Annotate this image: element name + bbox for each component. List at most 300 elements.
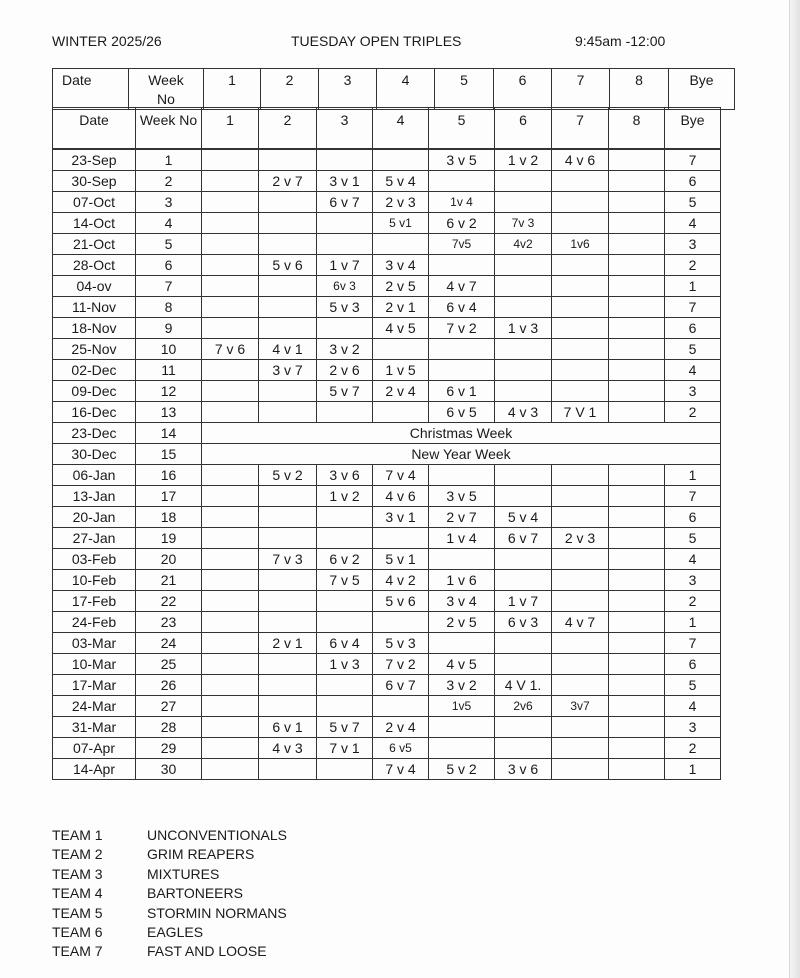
bye-cell: 4 [665, 549, 721, 570]
match-cell-4: 3 v 4 [373, 255, 429, 276]
match-cell-4: 5 v 6 [373, 591, 429, 612]
col-5-header: 5 [429, 108, 495, 149]
match-cell-7 [552, 318, 609, 339]
match-cell-3 [317, 591, 373, 612]
match-cell-3: 3 v 6 [317, 465, 373, 486]
match-cell-3: 6v 3 [317, 276, 373, 297]
match-cell-8 [609, 633, 665, 654]
match-cell-6: 4v2 [495, 234, 552, 255]
bye-cell: 5 [665, 192, 721, 213]
match-cell-5: 7v5 [429, 234, 495, 255]
match-cell-3 [317, 696, 373, 717]
match-cell-3 [317, 150, 373, 171]
match-cell-1 [202, 696, 259, 717]
bye-cell: 2 [665, 255, 721, 276]
match-cell-3: 6 v 7 [317, 192, 373, 213]
match-cell-2: 5 v 2 [259, 465, 317, 486]
match-cell-4: 5 v 1 [373, 549, 429, 570]
bye-cell: 6 [665, 654, 721, 675]
match-cell-8 [609, 360, 665, 381]
match-cell-5: 6 v 4 [429, 297, 495, 318]
match-cell-6 [495, 339, 552, 360]
week-cell: 7 [136, 276, 202, 297]
date-cell: 03-Mar [53, 633, 136, 654]
schedule-row [53, 486, 721, 507]
bye-cell: 5 [665, 528, 721, 549]
match-cell-4: 2 v 4 [373, 381, 429, 402]
match-cell-3: 5 v 7 [317, 717, 373, 738]
date-cell: 10-Feb [53, 570, 136, 591]
team-row [52, 865, 287, 884]
season-title: WINTER 2025/26 [52, 33, 162, 49]
team-label: TEAM 5 [52, 904, 103, 921]
week-cell: 14 [136, 423, 202, 444]
match-cell-2 [259, 486, 317, 507]
match-cell-1: 7 v 6 [202, 339, 259, 360]
team-label: TEAM 2 [52, 846, 103, 863]
match-cell-5: 2 v 7 [429, 507, 495, 528]
col-1-header: 1 [202, 108, 259, 149]
match-cell-5: 1 v 4 [429, 528, 495, 549]
match-cell-8 [609, 528, 665, 549]
bye-cell: 4 [665, 213, 721, 234]
bye-cell: 3 [665, 570, 721, 591]
team-name: STORMIN NORMANS [147, 904, 287, 921]
bye-cell: 6 [665, 507, 721, 528]
match-cell-4: 6 v5 [373, 738, 429, 759]
match-cell-5 [429, 171, 495, 192]
match-cell-4 [373, 612, 429, 633]
week-cell: 18 [136, 507, 202, 528]
schedule-row [53, 402, 721, 423]
match-cell-3: 3 v 1 [317, 171, 373, 192]
match-cell-1 [202, 255, 259, 276]
match-cell-1 [202, 570, 259, 591]
team-row [52, 942, 287, 961]
match-cell-1 [202, 297, 259, 318]
week-cell: 26 [136, 675, 202, 696]
match-cell-2 [259, 276, 317, 297]
bye-cell: 2 [665, 738, 721, 759]
match-cell-2 [259, 612, 317, 633]
match-cell-5: 5 v 2 [429, 759, 495, 780]
team-label: TEAM 7 [52, 943, 103, 960]
match-cell-2: 2 v 1 [259, 633, 317, 654]
bye-cell: 4 [665, 696, 721, 717]
match-cell-2 [259, 192, 317, 213]
match-cell-2 [259, 654, 317, 675]
match-cell-4: 4 v 5 [373, 318, 429, 339]
match-cell-6: 1 v 2 [495, 150, 552, 171]
match-cell-2 [259, 696, 317, 717]
match-cell-4 [373, 339, 429, 360]
match-cell-4: 7 v 2 [373, 654, 429, 675]
match-cell-6: 1 v 3 [495, 318, 552, 339]
date-cell: 24-Feb [53, 612, 136, 633]
match-cell-5: 7 v 2 [429, 318, 495, 339]
match-cell-4: 3 v 1 [373, 507, 429, 528]
match-cell-4: 6 v 7 [373, 675, 429, 696]
match-cell-1 [202, 192, 259, 213]
date-cell: 23-Dec [53, 423, 136, 444]
match-cell-2: 2 v 7 [259, 171, 317, 192]
bye-cell: 1 [665, 759, 721, 780]
match-cell-8 [609, 486, 665, 507]
match-cell-3 [317, 234, 373, 255]
schedule-row [53, 591, 721, 612]
match-cell-7 [552, 486, 609, 507]
team-row [52, 904, 287, 923]
match-cell-3: 6 v 4 [317, 633, 373, 654]
match-cell-8 [609, 717, 665, 738]
match-cell-6: 6 v 7 [495, 528, 552, 549]
match-cell-4: 1 v 5 [373, 360, 429, 381]
date-cell: 09-Dec [53, 381, 136, 402]
overlay-col-5: 5 [435, 69, 494, 110]
date-cell: 30-Dec [53, 444, 136, 465]
match-cell-7 [552, 339, 609, 360]
col-3-header: 3 [317, 108, 373, 149]
bye-cell: 6 [665, 171, 721, 192]
match-cell-2: 4 v 3 [259, 738, 317, 759]
match-cell-6: 7v 3 [495, 213, 552, 234]
match-cell-7 [552, 717, 609, 738]
week-cell: 21 [136, 570, 202, 591]
week-cell: 30 [136, 759, 202, 780]
overlay-col-4: 4 [377, 69, 435, 110]
schedule-row [53, 717, 721, 738]
match-cell-1 [202, 171, 259, 192]
match-cell-2: 4 v 1 [259, 339, 317, 360]
match-cell-6: 4 v 3 [495, 402, 552, 423]
match-cell-1 [202, 486, 259, 507]
match-cell-8 [609, 759, 665, 780]
schedule-row [53, 171, 721, 192]
team-label: TEAM 3 [52, 865, 103, 882]
date-cell: 03-Feb [53, 549, 136, 570]
match-cell-6: 2v6 [495, 696, 552, 717]
match-cell-7 [552, 360, 609, 381]
schedule-row [53, 318, 721, 339]
match-cell-1 [202, 360, 259, 381]
week-cell: 11 [136, 360, 202, 381]
team-row [52, 845, 287, 864]
match-cell-1 [202, 150, 259, 171]
match-cell-7 [552, 192, 609, 213]
schedule-row [53, 444, 721, 465]
match-cell-7: 7 V 1 [552, 402, 609, 423]
match-cell-4 [373, 696, 429, 717]
match-cell-4: 5 v 3 [373, 633, 429, 654]
match-cell-1 [202, 465, 259, 486]
match-cell-5 [429, 465, 495, 486]
match-cell-7: 1v6 [552, 234, 609, 255]
match-cell-2 [259, 402, 317, 423]
match-cell-2 [259, 675, 317, 696]
match-cell-3: 3 v 2 [317, 339, 373, 360]
schedule-row [53, 528, 721, 549]
bye-cell: 7 [665, 150, 721, 171]
overlay-col-bye: Bye [669, 69, 735, 110]
overlay-header-row [53, 69, 735, 110]
week-cell: 6 [136, 255, 202, 276]
schedule-row [53, 507, 721, 528]
schedule-row [53, 612, 721, 633]
match-cell-3 [317, 213, 373, 234]
match-cell-1 [202, 654, 259, 675]
week-cell: 15 [136, 444, 202, 465]
week-cell: 25 [136, 654, 202, 675]
holiday-cell: Christmas Week [202, 423, 721, 444]
match-cell-3 [317, 402, 373, 423]
match-cell-3: 1 v 7 [317, 255, 373, 276]
schedule-row [53, 297, 721, 318]
col-2-header: 2 [259, 108, 317, 149]
match-cell-5: 3 v 5 [429, 150, 495, 171]
match-cell-3 [317, 675, 373, 696]
match-cell-7 [552, 549, 609, 570]
match-cell-6 [495, 486, 552, 507]
holiday-cell: New Year Week [202, 444, 721, 465]
team-name: BARTONEERS [147, 885, 243, 902]
bye-cell: 3 [665, 717, 721, 738]
match-cell-4: 4 v 2 [373, 570, 429, 591]
match-cell-8 [609, 612, 665, 633]
match-cell-2 [259, 570, 317, 591]
week-cell: 8 [136, 297, 202, 318]
match-cell-3: 7 v 1 [317, 738, 373, 759]
team-row [52, 884, 287, 903]
match-cell-6 [495, 633, 552, 654]
match-cell-3: 1 v 3 [317, 654, 373, 675]
date-cell: 17-Mar [53, 675, 136, 696]
match-cell-5: 6 v 1 [429, 381, 495, 402]
match-cell-8 [609, 255, 665, 276]
match-cell-7 [552, 276, 609, 297]
week-cell: 5 [136, 234, 202, 255]
match-cell-7 [552, 633, 609, 654]
date-cell: 17-Feb [53, 591, 136, 612]
overlay-week-line2: No [157, 91, 175, 107]
bye-cell: 7 [665, 297, 721, 318]
match-cell-7 [552, 738, 609, 759]
match-cell-5: 4 v 5 [429, 654, 495, 675]
match-cell-1 [202, 507, 259, 528]
match-cell-2: 3 v 7 [259, 360, 317, 381]
team-name: EAGLES [147, 924, 204, 941]
match-cell-1 [202, 591, 259, 612]
date-cell: 20-Jan [53, 507, 136, 528]
week-cell: 24 [136, 633, 202, 654]
week-cell: 28 [136, 717, 202, 738]
match-cell-3 [317, 318, 373, 339]
schedule-row [53, 654, 721, 675]
match-cell-2 [259, 759, 317, 780]
schedule-table [52, 107, 721, 780]
match-cell-8 [609, 276, 665, 297]
match-cell-8 [609, 192, 665, 213]
week-cell: 12 [136, 381, 202, 402]
match-cell-2 [259, 381, 317, 402]
match-cell-3: 7 v 5 [317, 570, 373, 591]
overlay-col-8: 8 [610, 69, 669, 110]
overlay-col-6: 6 [494, 69, 552, 110]
match-cell-2 [259, 234, 317, 255]
match-cell-5 [429, 255, 495, 276]
match-cell-3: 6 v 2 [317, 549, 373, 570]
match-cell-4: 4 v 6 [373, 486, 429, 507]
match-cell-7 [552, 675, 609, 696]
week-cell: 16 [136, 465, 202, 486]
match-cell-6: 5 v 4 [495, 507, 552, 528]
match-cell-8 [609, 591, 665, 612]
week-cell: 9 [136, 318, 202, 339]
overlay-col-1: 1 [204, 69, 261, 110]
team-label: TEAM 4 [52, 885, 103, 902]
match-cell-5: 4 v 7 [429, 276, 495, 297]
match-cell-4: 2 v 1 [373, 297, 429, 318]
date-cell: 25-Nov [53, 339, 136, 360]
match-cell-5: 1 v 6 [429, 570, 495, 591]
match-cell-1 [202, 381, 259, 402]
schedule-row [53, 381, 721, 402]
match-cell-4: 7 v 4 [373, 759, 429, 780]
match-cell-2: 5 v 6 [259, 255, 317, 276]
match-cell-2 [259, 318, 317, 339]
date-cell: 04-ov [53, 276, 136, 297]
match-cell-5 [429, 633, 495, 654]
date-cell: 24-Mar [53, 696, 136, 717]
match-cell-1 [202, 528, 259, 549]
match-cell-5: 1v 4 [429, 192, 495, 213]
match-cell-7 [552, 213, 609, 234]
week-cell: 19 [136, 528, 202, 549]
schedule-row [53, 570, 721, 591]
match-cell-8 [609, 297, 665, 318]
match-cell-8 [609, 654, 665, 675]
match-cell-7 [552, 570, 609, 591]
match-cell-8 [609, 696, 665, 717]
match-cell-5 [429, 717, 495, 738]
match-cell-2 [259, 591, 317, 612]
overlay-date-header: Date [53, 69, 129, 110]
schedule-header-row [53, 108, 721, 149]
match-cell-4: 2 v 4 [373, 717, 429, 738]
col-4-header: 4 [373, 108, 429, 149]
match-cell-3 [317, 612, 373, 633]
match-cell-5: 6 v 2 [429, 213, 495, 234]
match-cell-7 [552, 381, 609, 402]
date-cell: 06-Jan [53, 465, 136, 486]
match-cell-8 [609, 675, 665, 696]
overlay-week-header [129, 69, 204, 110]
match-cell-8 [609, 465, 665, 486]
match-cell-3 [317, 759, 373, 780]
overlay-col-3: 3 [319, 69, 377, 110]
match-cell-6 [495, 549, 552, 570]
week-cell: 17 [136, 486, 202, 507]
match-cell-5: 3 v 4 [429, 591, 495, 612]
date-cell: 27-Jan [53, 528, 136, 549]
date-cell: 10-Mar [53, 654, 136, 675]
date-cell: 23-Sep [53, 150, 136, 171]
match-cell-2 [259, 507, 317, 528]
schedule-row [53, 276, 721, 297]
schedule-row [53, 465, 721, 486]
match-cell-7: 3v7 [552, 696, 609, 717]
match-cell-6 [495, 276, 552, 297]
match-cell-4 [373, 402, 429, 423]
bye-cell: 5 [665, 339, 721, 360]
week-cell: 20 [136, 549, 202, 570]
date-cell: 21-Oct [53, 234, 136, 255]
bye-cell: 1 [665, 465, 721, 486]
match-cell-2: 6 v 1 [259, 717, 317, 738]
schedule-row [53, 192, 721, 213]
match-cell-3 [317, 528, 373, 549]
match-cell-7 [552, 507, 609, 528]
match-cell-8 [609, 402, 665, 423]
schedule-row [53, 234, 721, 255]
bye-cell: 6 [665, 318, 721, 339]
match-cell-5: 3 v 5 [429, 486, 495, 507]
match-cell-4: 2 v 5 [373, 276, 429, 297]
match-cell-1 [202, 549, 259, 570]
match-cell-8 [609, 381, 665, 402]
match-cell-5 [429, 360, 495, 381]
match-cell-2 [259, 213, 317, 234]
match-cell-8 [609, 549, 665, 570]
match-cell-7 [552, 591, 609, 612]
team-list [52, 826, 287, 962]
fixture-title: TUESDAY OPEN TRIPLES [291, 33, 462, 49]
col-7-header: 7 [552, 108, 609, 149]
schedule-row [53, 759, 721, 780]
col-8-header: 8 [609, 108, 665, 149]
match-cell-1 [202, 738, 259, 759]
date-cell: 30-Sep [53, 171, 136, 192]
match-cell-8 [609, 318, 665, 339]
match-cell-8 [609, 234, 665, 255]
date-header: Date [53, 108, 136, 149]
match-cell-6: 3 v 6 [495, 759, 552, 780]
week-cell: 29 [136, 738, 202, 759]
match-cell-8 [609, 150, 665, 171]
overlay-header-table [52, 68, 735, 110]
match-cell-6 [495, 297, 552, 318]
match-cell-6 [495, 360, 552, 381]
match-cell-8 [609, 171, 665, 192]
match-cell-1 [202, 675, 259, 696]
bye-cell: 2 [665, 591, 721, 612]
schedule-row [53, 423, 721, 444]
week-cell: 27 [136, 696, 202, 717]
match-cell-1 [202, 234, 259, 255]
match-cell-4: 5 v1 [373, 213, 429, 234]
week-cell: 4 [136, 213, 202, 234]
match-cell-6: 6 v 3 [495, 612, 552, 633]
match-cell-1 [202, 276, 259, 297]
match-cell-7 [552, 297, 609, 318]
match-cell-7: 4 v 6 [552, 150, 609, 171]
session-time: 9:45am -12:00 [575, 33, 666, 49]
match-cell-4: 2 v 3 [373, 192, 429, 213]
week-cell: 1 [136, 150, 202, 171]
week-cell: 2 [136, 171, 202, 192]
bye-cell: 7 [665, 486, 721, 507]
match-cell-6 [495, 465, 552, 486]
team-label: TEAM 1 [52, 827, 103, 843]
